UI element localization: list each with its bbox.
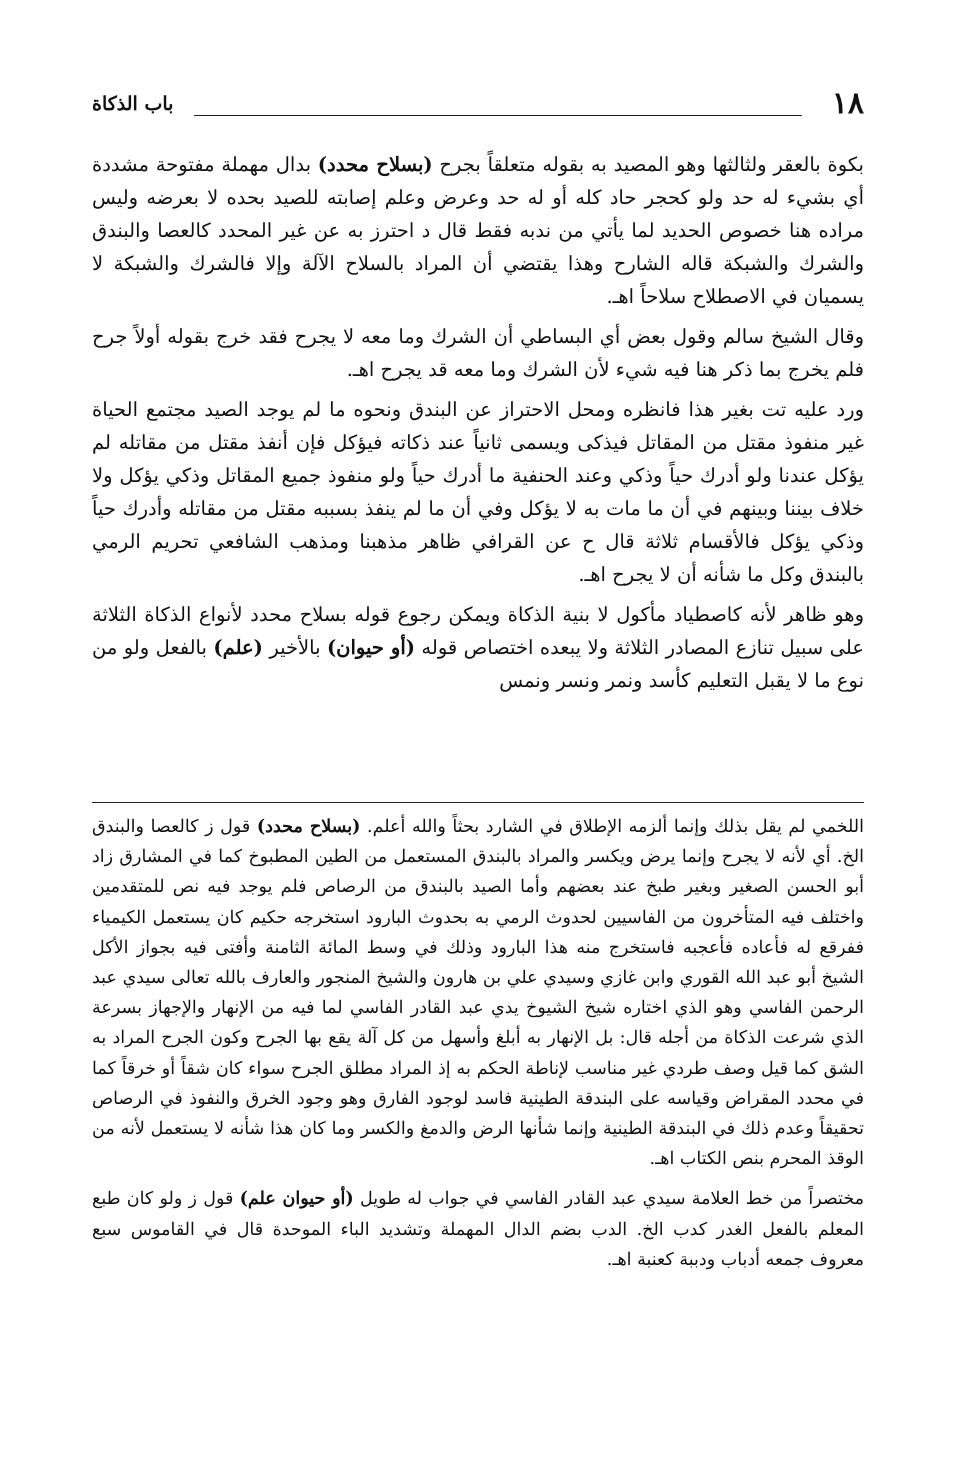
text-run: بكوة بالعقر ولثالثها وهو المصيد به بقوله متعلقاً بجرح	[432, 153, 864, 176]
paragraph-2: وقال الشيخ سالم وقول بعض أي البساطي أن الشرك وما معه لا يجرح فقد خرج بقوله أولاً جرح فلم يخرج بما ذكر هنا فيه شيء لأن الشرك وما معه قد يجرح اهـ.	[92, 325, 864, 381]
text-run: بالأخير	[262, 636, 327, 659]
text-run: اللخمي لم يقل بذلك وإنما ألزمه الإطلاق في الشارد بحثاً والله أعلم.	[360, 817, 864, 837]
text-run: مختصراً من خط العلامة سيدي عبد القادر الفاسي في جواب له طويل	[353, 1189, 865, 1210]
paragraph-4	[92, 598, 864, 697]
lemma-bold: (أو حيوان علم)	[239, 1189, 354, 1210]
text-run: وهو ظاهر لأنه كاصطياد مأكول لا بنية الذكاة ويمكن رجوع قوله بسلاح محدد لأنواع الذكاة الثلاثة على سبيل تنازع المصادر الثلاثة ولا يبعده اختصاص قوله	[92, 603, 864, 659]
chapter-title: باب الذكاة	[92, 93, 174, 115]
page-number: ١٨	[831, 86, 864, 121]
lemma-bold: (بسلاح محدد)	[317, 153, 433, 176]
text-run: بدال مهملة مفتوحة مشددة أي بشيء له حد ولو كحجر حاد كله أو له حد وعرض وعلم إصابته للصيد بحده لا بعرضه وليس مراده هنا خصوص الحديد لما يأتي من ندبه فقط قال د احترز به عن غير المحدد كالعصا والبندق والشرك والشبكة قاله الشارح وهذا يقتضي أن المراد بالسلاح الآلة وإلا فالشرك والشبكة لا يسميان في الاصطلاح سلاحاً اهـ.	[92, 153, 864, 308]
paragraph-3: ورد عليه تت بغير هذا فانظره ومحل الاحتراز عن البندق ونحوه ما لم يوجد الصيد مجتمع الحياة غير منفوذ مقتل من المقاتل فيذكى ويسمى ثانياً عند ذكاته فيؤكل فإن أنفذ مقتل من مقاتله لم يؤكل عندنا ولو أدرك حياً وذكي وعند الحنفية ما أدرك حياً ولو منفوذ جميع المقاتل وذكي يؤكل ولا خلاف بيننا وبينهم في أن ما مات به لا يؤكل وفي أن ما لم ينفذ بسببه مقتل من مقاتله وأدرك حياً وذكي يؤكل فالأقسام ثلاثة قال ح عن القرافي ظاهر مذهبنا ومذهب الشافعي تحريم الرمي بالبندق وكل ما شأنه أن لا يجرح اهـ.	[92, 398, 864, 586]
text-run: بالفعل ولو من نوع ما لا يقبل التعليم كأسد ونمر ونسر ونمس	[92, 636, 864, 692]
footnotes	[92, 812, 864, 1285]
paragraph-1	[92, 148, 864, 313]
text-run: قول ز كالعصا والبندق الخ. أي لأنه لا يجرح وإنما يرض ويكسر والمراد بالبندق المستعمل من الطين المطبوخ كما في المشارق زاد أبو الحسن الصغير وبغير طبخ عند بعضهم وأما الصيد بالبندق من الرصاص فلم يوجد فيه نص للمتقدمين واختلف فيه المتأخرون من الفاسيين لحدوث الرمي به بحدوث البارود استخرجه حكيم كان يستعمل الكيمياء ففرقع له فأعاده فأعجبه فاستخرج منه هذا البارود وذلك في وسط المائة الثامنة وأفتى فيه بجواز الأكل الشيخ أبو عبد الله القوري وابن غازي وسيدي علي بن هارون والشيخ المنجور والعارف بالله تعالى سيدي عبد الرحمن الفاسي وهو الذي اختاره شيخ الشيوخ يدي عبد القادر الفاسي لما فيه من الإنهار والإجهاز بسرعة الذي شرعت الذكاة من أجله قال: بل الإنهار به أبلغ وأسهل من كل آلة يقع بها الجرح وكون الجرح المراد به الشق كما قيل وصف طردي غير مناسب لإناطة الحكم به إذ المراد مطلق الجرح سواء كان شقاً أو خرقاً كما في محدد المقراض وقياسه على البندقة الطينية فاسد لوجود الفارق وهو وجود الخرق والنفوذ في الرصاص تحقيقاً وعدم ذلك في البندقة الطينية وإنما شأنها الرض والدمغ والكسر وما كان هذا شأنه لا يستعمل لأنه من الوقذ المحرم بنص الكتاب اهـ.	[92, 817, 864, 1170]
footnote-2	[92, 1184, 864, 1275]
footnote-1	[92, 812, 864, 1174]
running-header	[92, 86, 864, 122]
main-text	[92, 148, 864, 704]
text-run: قول ز ولو كان طبع المعلم بالفعل الغدر كدب الخ. الدب بضم الدال المهملة وتشديد الباء الموحدة قال في القاموس سبع معروف جمعه أدباب ودببة كعنبة اهـ.	[92, 1189, 864, 1270]
header-rule	[194, 115, 802, 116]
lemma-bold: (علم)	[213, 636, 263, 659]
lemma-bold: (أو حيوان)	[326, 636, 415, 659]
lemma-bold: (بسلاح محدد)	[256, 817, 361, 837]
footnote-separator	[92, 802, 864, 803]
